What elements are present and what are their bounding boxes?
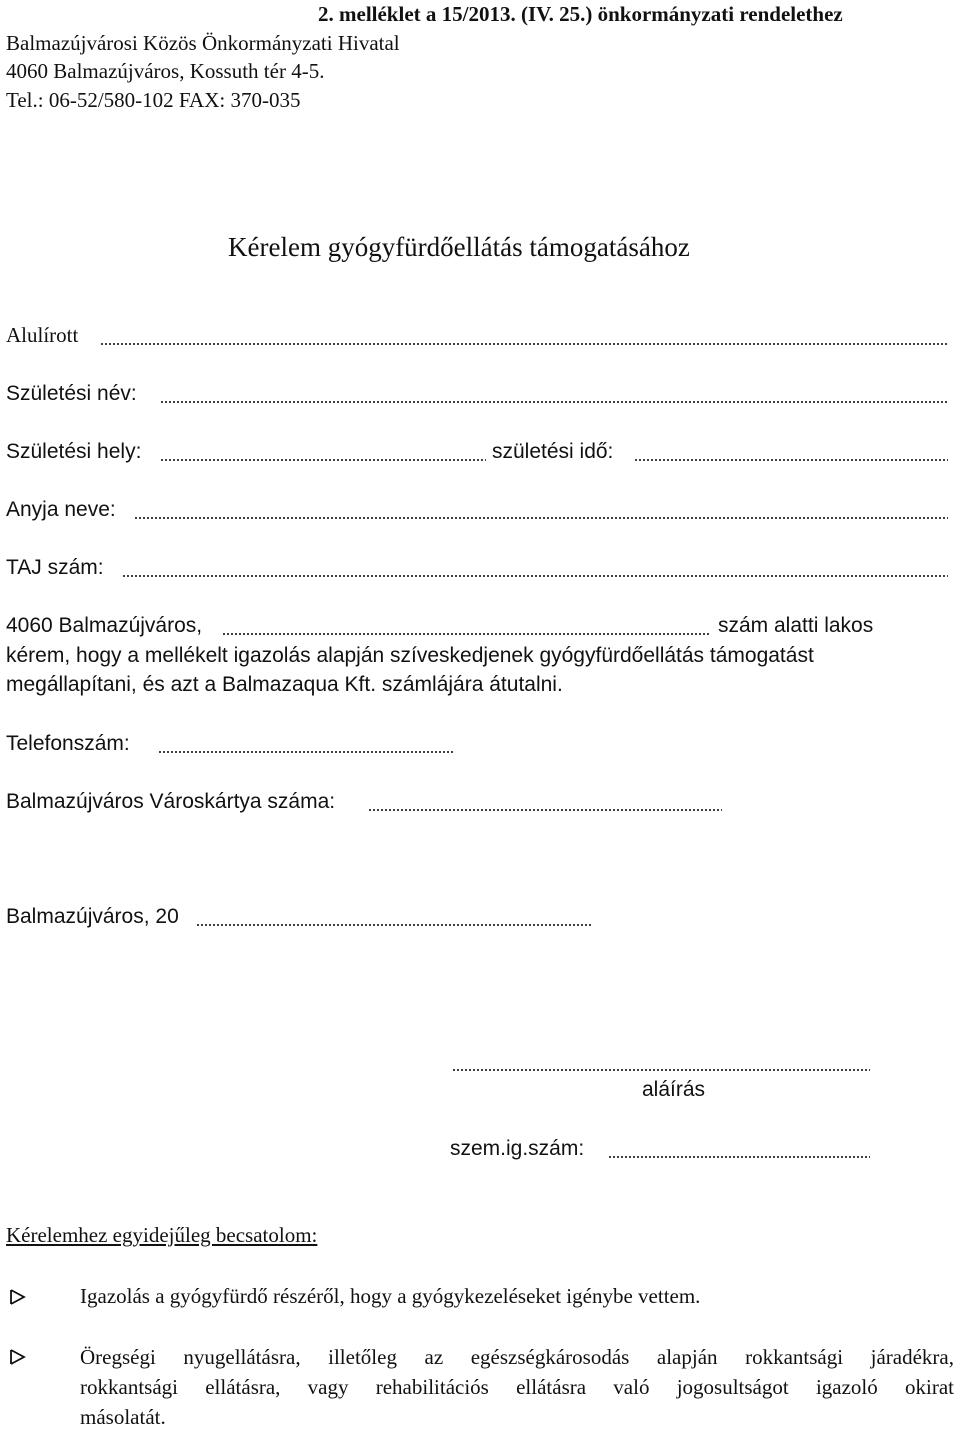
arrow-bullet-icon — [8, 1345, 28, 1369]
dotted-line — [158, 751, 454, 753]
id-number-label: szem.ig.szám: — [450, 1137, 585, 1160]
date-field[interactable] — [0, 905, 960, 929]
mother-name-field[interactable] — [0, 498, 960, 522]
signature-field[interactable] — [0, 1050, 960, 1074]
arrow-bullet-icon — [8, 1285, 28, 1309]
dotted-line — [160, 401, 948, 403]
attachment-item-2-line3: másolatát. — [80, 1405, 166, 1429]
attachment-item-2-line2: rokkantsági ellátásra, vagy rehabilitációs ellátásra való jogosultságot igazoló okirat — [80, 1375, 954, 1399]
mother-name-label: Anyja neve: — [6, 498, 116, 521]
request-text-line2: megállapítani, és azt a Balmazaqua Kft. számlájára átutalni. — [6, 673, 563, 696]
annex-reference: 2. melléklet a 15/2013. (IV. 25.) önkormányzati rendelethez — [318, 2, 843, 26]
dotted-line — [634, 459, 948, 461]
attachment-item-2 — [80, 1345, 954, 1429]
attachments-heading: Kérelemhez egyidejűleg becsatolom: — [6, 1223, 318, 1247]
city-card-field[interactable] — [0, 790, 960, 814]
birth-date-field[interactable] — [0, 440, 960, 464]
undersigned-field[interactable] — [0, 324, 960, 348]
dotted-line — [122, 575, 948, 577]
birth-name-field[interactable] — [0, 382, 960, 406]
dotted-line — [222, 633, 710, 635]
dotted-line — [368, 809, 722, 811]
signature-label: aláírás — [642, 1078, 706, 1101]
office-address: 4060 Balmazújváros, Kossuth tér 4-5. — [6, 59, 325, 83]
request-text-line1: kérem, hogy a mellékelt igazolás alapján szíveskedjenek gyógyfürdőellátás támogatást — [6, 644, 814, 667]
id-number-field[interactable] — [0, 1137, 960, 1161]
residence-suffix: szám alatti lakos — [718, 614, 874, 637]
taj-label: TAJ szám: — [6, 556, 104, 579]
place-date-label: Balmazújváros, 20 — [6, 905, 179, 928]
undersigned-label: Alulírott — [6, 323, 79, 347]
birth-name-label: Születési név: — [6, 382, 137, 405]
dotted-line — [608, 1156, 870, 1158]
taj-field[interactable] — [0, 556, 960, 580]
phone-label: Telefonszám: — [6, 732, 130, 755]
dotted-line — [452, 1069, 870, 1071]
residence-prefix: 4060 Balmazújváros, — [6, 614, 203, 637]
office-name: Balmazújvárosi Közös Önkormányzati Hivatal — [6, 31, 400, 55]
attachment-item-2-line1: Öregségi nyugellátásra, illetőleg az egészségkárosodás alapján rokkantsági járadékra, — [80, 1345, 954, 1369]
city-card-label: Balmazújváros Városkártya száma: — [6, 790, 336, 813]
dotted-line — [134, 517, 948, 519]
birth-date-label: születési idő: — [492, 440, 614, 463]
page-title: Kérelem gyógyfürdőellátás támogatásához — [228, 232, 690, 262]
office-phone-fax: Tel.: 06-52/580-102 FAX: 370-035 — [6, 88, 301, 112]
attachment-item-1: Igazolás a gyógyfürdő részéről, hogy a gyógykezeléseket igénybe vettem. — [80, 1284, 701, 1308]
dotted-line — [196, 924, 592, 926]
phone-field[interactable] — [0, 732, 960, 756]
birth-place-label: Születési hely: — [6, 440, 142, 463]
dotted-line — [100, 343, 948, 345]
